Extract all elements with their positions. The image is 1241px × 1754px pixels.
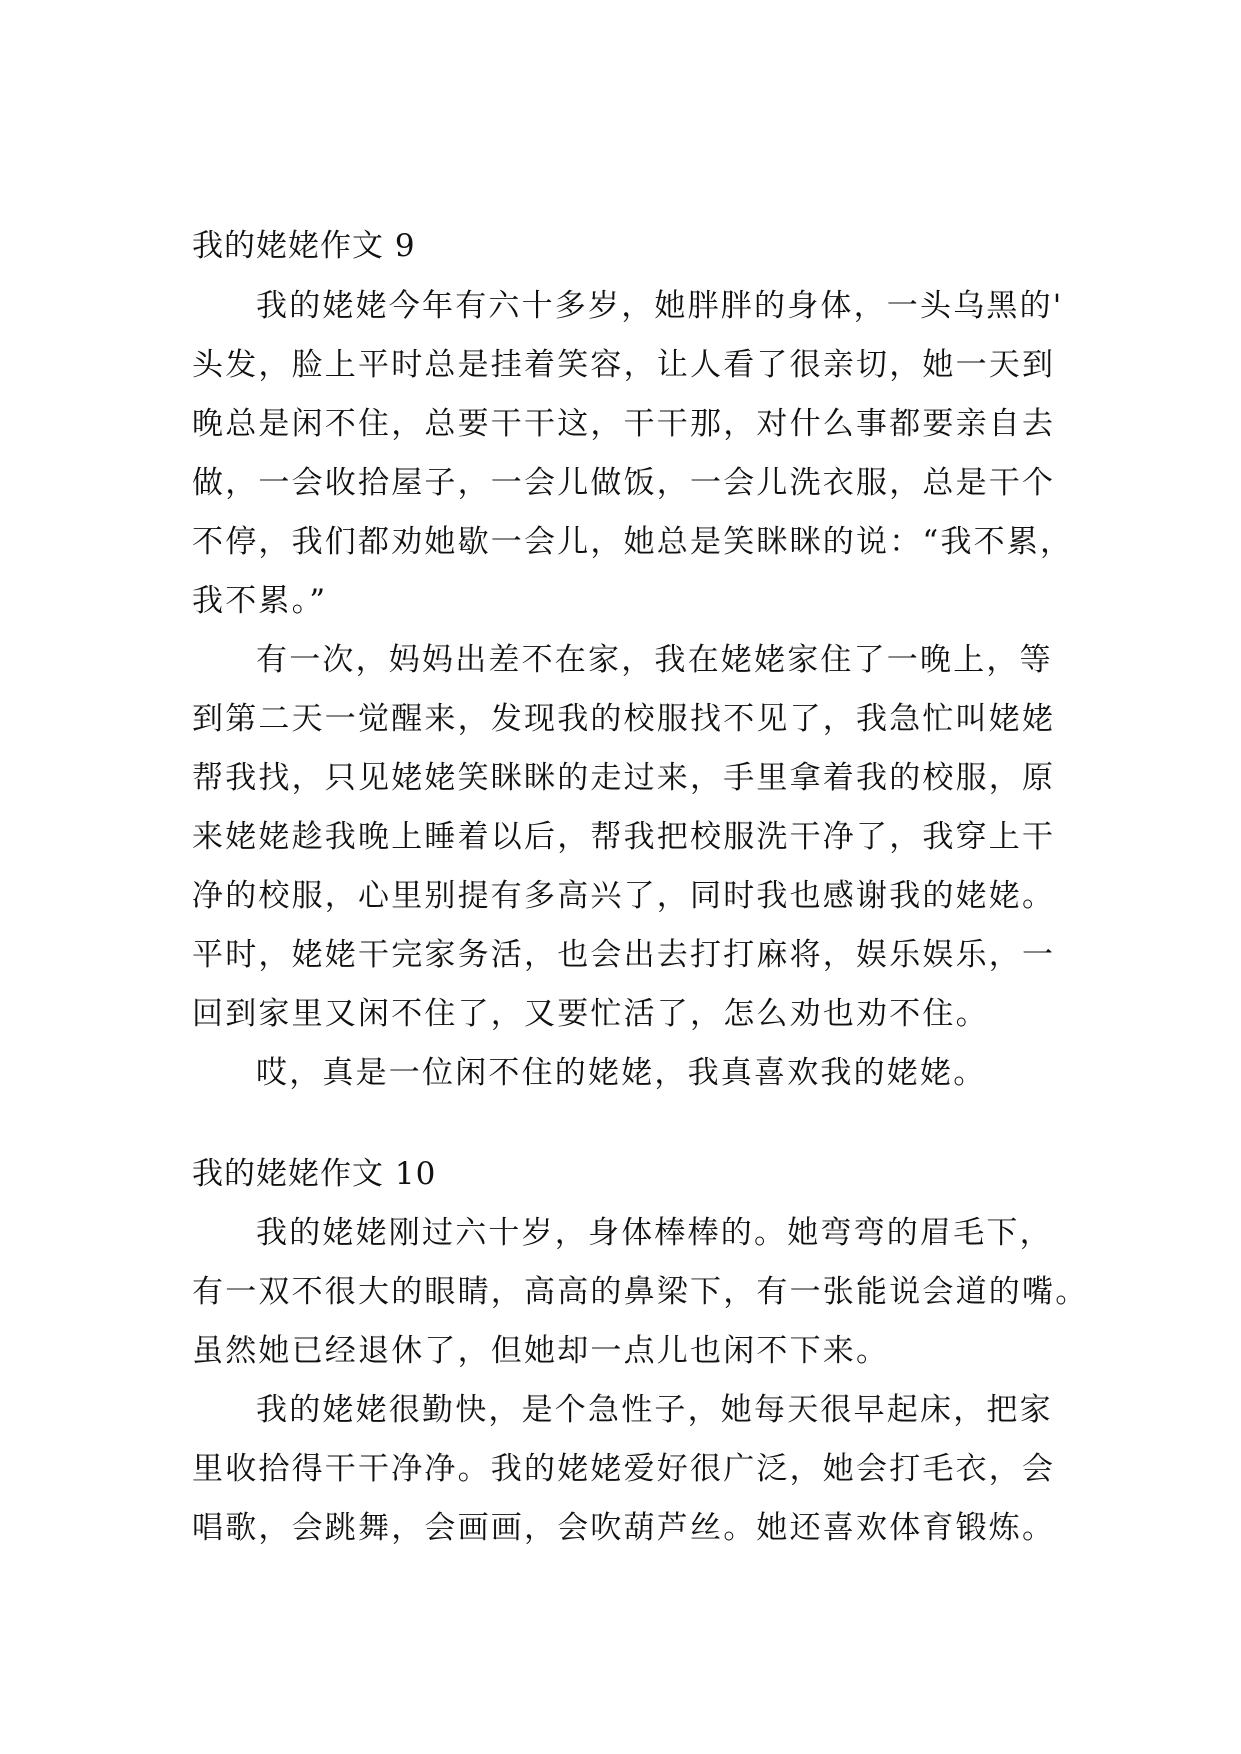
paragraph-line: 来姥姥趁我晚上睡着以后，帮我把校服洗干净了，我穿上干 — [192, 819, 1056, 855]
paragraph-line: 哎，真是一位闲不住的姥姥，我真喜欢我的姥姥。 — [256, 1055, 987, 1091]
paragraph-line: 平时，姥姥干完家务活，也会出去打打麻将，娱乐娱乐，一 — [192, 937, 1056, 973]
section-title: 我的姥姥作文 9 — [192, 228, 416, 264]
paragraph-line: 我的姥姥很勤快，是个急性子，她每天很早起床，把家 — [256, 1392, 1053, 1428]
paragraph-line: 做，一会收拾屋子，一会儿做饭，一会儿洗衣服，总是干个 — [192, 465, 1056, 501]
paragraph-line: 头发，脸上平时总是挂着笑容，让人看了很亲切，她一天到 — [192, 347, 1056, 383]
paragraph-line: 有一次，妈妈出差不在家，我在姥姥家住了一晚上，等 — [256, 642, 1053, 678]
paragraph-line: 帮我找，只见姥姥笑眯眯的走过来，手里拿着我的校服，原 — [192, 760, 1056, 796]
paragraph-line: 到第二天一觉醒来，发现我的校服找不见了，我急忙叫姥姥 — [192, 701, 1056, 737]
paragraph-line: 我不累。” — [192, 583, 328, 619]
paragraph-line: 回到家里又闲不住了，又要忙活了，怎么劝也劝不住。 — [192, 996, 989, 1032]
paragraph-line: 虽然她已经退休了，但她却一点儿也闲不下来。 — [192, 1333, 890, 1369]
section-title: 我的姥姥作文 10 — [192, 1156, 437, 1192]
paragraph-line: 唱歌，会跳舞，会画画，会吹葫芦丝。她还喜欢体育锻炼。 — [192, 1510, 1056, 1546]
paragraph-line: 有一双不很大的眼睛，高高的鼻梁下，有一张能说会道的嘴。 — [192, 1274, 1089, 1310]
paragraph-line: 我的姥姥刚过六十岁，身体棒棒的。她弯弯的眉毛下， — [256, 1215, 1053, 1251]
paragraph-line: 里收拾得干干净净。我的姥姥爱好很广泛，她会打毛衣，会 — [192, 1451, 1056, 1487]
paragraph-line: 净的校服，心里别提有多高兴了，同时我也感谢我的姥姥。 — [192, 878, 1056, 914]
paragraph-line: 不停，我们都劝她歇一会儿，她总是笑眯眯的说：“我不累， — [192, 524, 1074, 560]
paragraph-line: 晚总是闲不住，总要干干这，干干那，对什么事都要亲自去 — [192, 406, 1056, 442]
paragraph-line: 我的姥姥今年有六十多岁，她胖胖的身体，一头乌黑的' — [256, 288, 1064, 324]
